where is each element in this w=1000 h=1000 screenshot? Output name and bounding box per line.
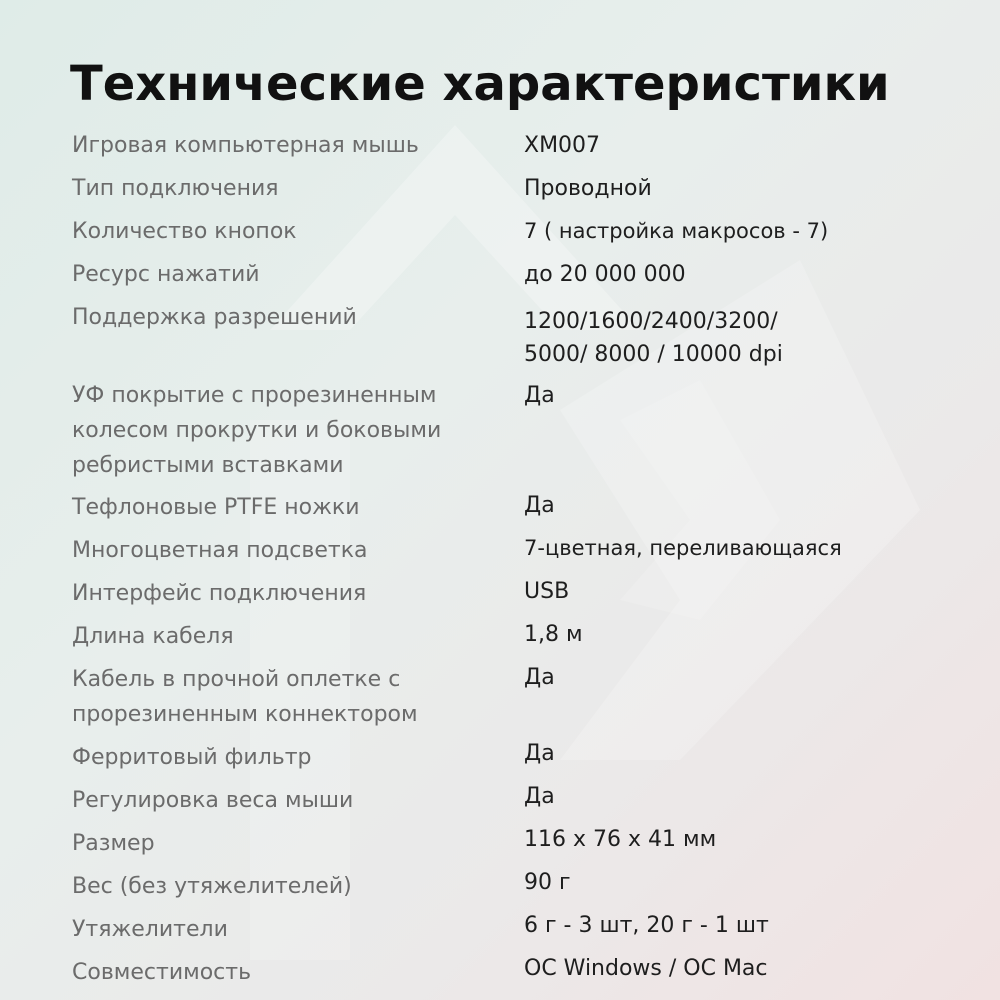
spec-value: до 20 000 000 — [524, 262, 686, 287]
spec-label-line-1: УФ покрытие с прорезиненным — [72, 383, 437, 408]
spec-label-line-1: Кабель в прочной оплетке с — [72, 667, 401, 692]
spec-value: ОС Windows / ОС Mac — [524, 956, 768, 981]
spec-value: Да — [524, 493, 555, 518]
spec-label: Длина кабеля — [72, 624, 234, 649]
spec-value: Да — [524, 665, 555, 690]
spec-label: Поддержка разрешений — [72, 305, 357, 330]
spec-label: Интерфейс подключения — [72, 581, 367, 606]
spec-label: Совместимость — [72, 960, 252, 985]
spec-value: 1,8 м — [524, 622, 583, 647]
spec-label-line-2: колесом прокрутки и боковыми — [72, 418, 442, 443]
spec-label: Игровая компьютерная мышь — [72, 133, 419, 158]
spec-value: 116 x 76 x 41 мм — [524, 827, 717, 852]
spec-label: Размер — [72, 831, 155, 856]
spec-label-line-3: ребристыми вставками — [72, 453, 344, 478]
spec-label: Тефлоновые PTFE ножки — [72, 495, 360, 520]
spec-value: 6 г - 3 шт, 20 г - 1 шт — [524, 913, 769, 938]
spec-label: Регулировка веса мыши — [72, 788, 354, 813]
spec-value: Да — [524, 784, 555, 809]
spec-label: Количество кнопок — [72, 219, 297, 244]
spec-list — [72, 0, 972, 1000]
page-title: Технические характеристики — [70, 56, 890, 112]
spec-value-line-2: 5000/ 8000 / 10000 dpi — [524, 342, 783, 367]
spec-value: Да — [524, 741, 555, 766]
spec-value-line-1: 1200/1600/2400/3200/ — [524, 309, 778, 334]
spec-label: Ферритовый фильтр — [72, 745, 312, 770]
spec-value: XM007 — [524, 133, 601, 158]
spec-label-line-2: прорезиненным коннектором — [72, 702, 418, 727]
spec-label: Тип подключения — [72, 176, 279, 201]
spec-value: 90 г — [524, 870, 571, 895]
spec-label: Многоцветная подсветка — [72, 538, 368, 563]
spec-value: Да — [524, 383, 555, 408]
spec-value: Проводной — [524, 176, 652, 201]
spec-value: 7 ( настройка макросов - 7) — [524, 219, 829, 243]
spec-label: Ресурс нажатий — [72, 262, 260, 287]
spec-label: Вес (без утяжелителей) — [72, 874, 352, 899]
spec-label: Утяжелители — [72, 917, 228, 942]
spec-value: USB — [524, 579, 570, 604]
spec-value: 7-цветная, переливающаяся — [524, 536, 842, 560]
